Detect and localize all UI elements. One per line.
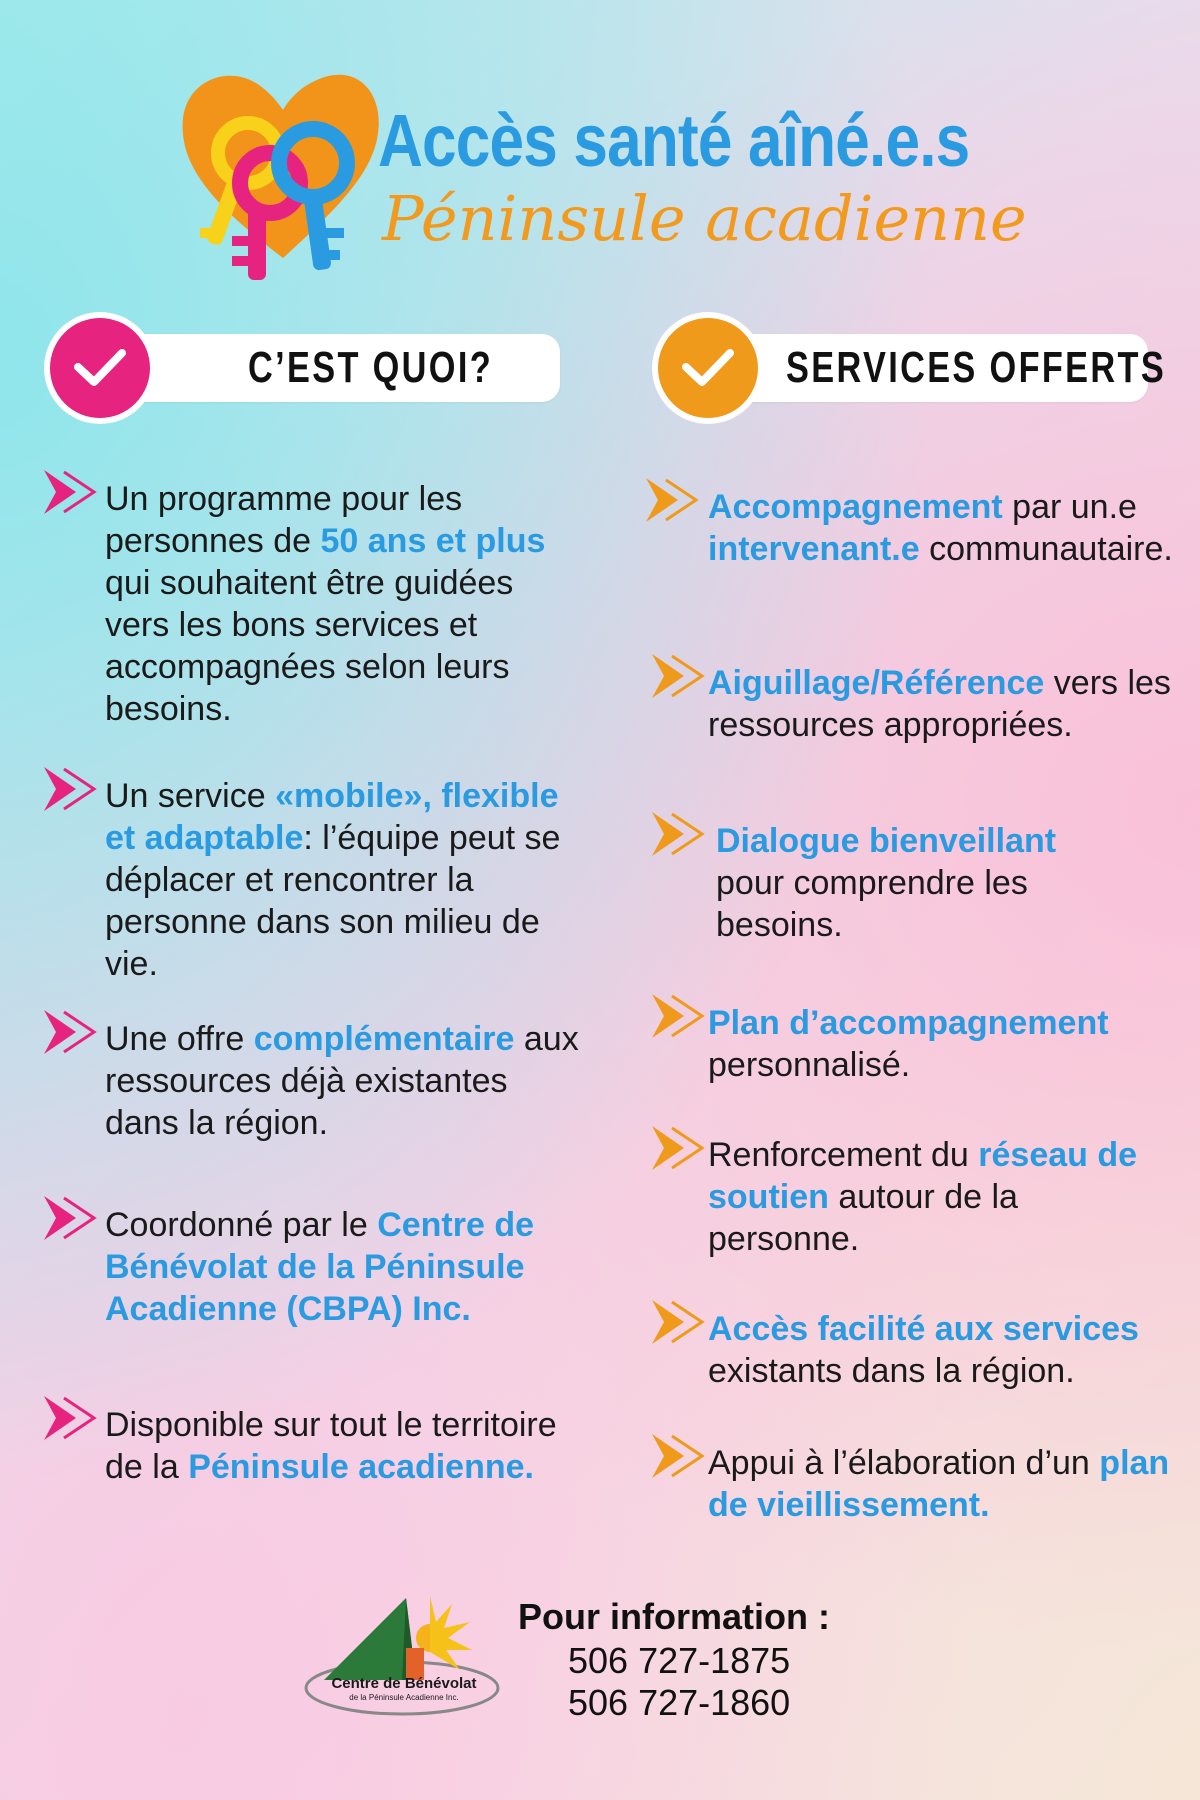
highlight-text: «mobile», flexible et adaptable — [105, 777, 559, 857]
highlight-text: intervenant.e — [708, 530, 920, 568]
body-text: autour de la personne. — [708, 1178, 1018, 1258]
body-text: Disponible sur tout le territoire de la — [105, 1406, 557, 1486]
item-text — [708, 1308, 1200, 1392]
orange-chevron-arrow-icon — [650, 990, 706, 1042]
body-text: Renforcement du — [708, 1136, 979, 1174]
checkmark-icon — [72, 347, 128, 389]
body-text: Une offre — [105, 1020, 254, 1058]
list-item — [650, 1430, 1170, 1526]
orange-chevron-arrow-icon — [650, 1296, 706, 1348]
highlight-text: Péninsule acadienne. — [188, 1448, 534, 1486]
list-item — [42, 1392, 572, 1488]
body-text: par un.e — [1002, 488, 1137, 526]
highlight-text: plan de vieillissement. — [708, 1444, 1170, 1524]
list-item — [650, 808, 1120, 946]
pink-chevron-arrow-icon — [42, 1392, 98, 1444]
body-text: Un programme pour les personnes de — [105, 480, 463, 560]
orange-chevron-arrow-icon — [650, 808, 706, 860]
highlight-text: réseau de soutien — [708, 1136, 1138, 1216]
sun-icon — [416, 1596, 472, 1670]
highlight-text: Accès facilité aux services — [708, 1310, 1139, 1348]
item-text — [708, 1002, 1190, 1086]
highlight-text: complémentaire — [253, 1020, 515, 1058]
highlight-text: Aiguillage/Référence — [708, 664, 1045, 702]
program-subtitle: Péninsule acadienne — [382, 182, 1027, 255]
orange-check-badge — [652, 312, 764, 424]
info-label: Pour information : — [518, 1596, 830, 1637]
orange-chevron-arrow-icon — [650, 1122, 706, 1174]
body-text: personnalisé. — [708, 1046, 911, 1084]
item-text — [105, 1204, 572, 1330]
item-text — [105, 1404, 572, 1488]
list-item — [650, 1122, 1150, 1260]
program-title: Accès santé aîné.e.s — [378, 99, 970, 182]
section-heading-label: SERVICES OFFERTS — [786, 343, 1167, 392]
highlight-text: Dialogue bienveillant — [716, 822, 1057, 860]
body-text: qui souhaitent être guidées vers les bons services et accompagnées selon leurs besoins. — [105, 564, 514, 728]
item-text — [105, 775, 572, 985]
highlight-text: Accompagnement — [708, 488, 1003, 526]
heart-keys-logo-icon — [178, 58, 388, 288]
item-text — [105, 478, 572, 730]
checkmark-icon — [680, 347, 736, 389]
phone-number: 506 727-1860 — [568, 1682, 791, 1723]
orange-chevron-arrow-icon — [650, 650, 706, 702]
highlight-text: Centre de Bénévolat de la Péninsule Acadienne (CBPA) Inc. — [105, 1206, 535, 1328]
list-item — [42, 466, 572, 730]
pink-chevron-arrow-icon — [42, 1006, 98, 1058]
body-text: Un service — [105, 777, 276, 815]
orange-chevron-arrow-icon — [650, 1430, 706, 1482]
item-text — [708, 662, 1190, 746]
section-heading-label: C’EST QUOI? — [248, 343, 494, 392]
list-item — [650, 650, 1190, 746]
item-text — [708, 1442, 1170, 1526]
logo-subtext: de la Péninsule Acadienne Inc. — [349, 1693, 459, 1702]
pink-chevron-arrow-icon — [42, 466, 98, 518]
list-item — [650, 990, 1190, 1086]
body-text: Coordonné par le — [105, 1206, 378, 1244]
body-text: pour comprendre les besoins. — [716, 864, 1028, 944]
logo-text: Centre de Bénévolat — [331, 1675, 477, 1692]
body-text: communautaire. — [919, 530, 1173, 568]
pink-chevron-arrow-icon — [42, 1192, 98, 1244]
list-item — [644, 474, 1184, 570]
item-text — [105, 1018, 582, 1144]
list-item — [42, 763, 572, 985]
item-text — [708, 486, 1184, 570]
item-text — [708, 1134, 1150, 1260]
highlight-text: 50 ans et plus — [320, 522, 546, 560]
phone-number: 506 727-1875 — [568, 1640, 791, 1681]
body-text: : l’équipe peut se déplacer et rencontrer la personne dans son milieu de vie. — [105, 819, 561, 983]
body-text: aux ressources déjà existantes dans la région. — [105, 1020, 579, 1142]
highlight-text: Plan d’accompagnement — [708, 1004, 1109, 1042]
orange-chevron-arrow-icon — [644, 474, 700, 526]
pink-chevron-arrow-icon — [42, 763, 98, 815]
item-text — [716, 820, 1120, 946]
body-text: Appui à l’élaboration d’un — [708, 1444, 1100, 1482]
list-item — [42, 1006, 582, 1144]
cbpa-logo-icon — [302, 1592, 502, 1722]
list-item — [42, 1192, 572, 1330]
body-text: existants dans la région. — [708, 1352, 1075, 1390]
list-item — [650, 1296, 1200, 1392]
body-text: vers les ressources appropriées. — [708, 664, 1171, 744]
pink-check-badge — [44, 312, 156, 424]
